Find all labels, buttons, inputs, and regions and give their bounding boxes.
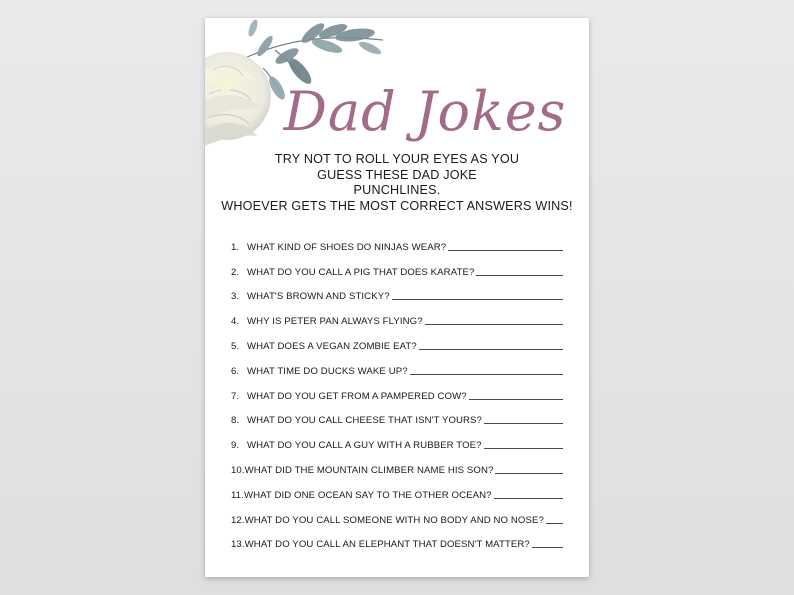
answer-line[interactable] (476, 275, 563, 276)
question-number: 10. (231, 464, 245, 476)
question-text: WHAT DO YOU CALL A PIG THAT DOES KARATE? (247, 266, 475, 278)
instructions-line: TRY NOT TO ROLL YOUR EYES AS YOU (274, 152, 520, 166)
question-number: 13. (231, 539, 245, 551)
question-item (231, 451, 563, 476)
answer-line[interactable] (392, 299, 563, 300)
question-text: WHAT DO YOU GET FROM A PAMPERED COW? (247, 390, 467, 402)
question-number: 2. (231, 266, 240, 278)
question-text: WHAT DID ONE OCEAN SAY TO THE OTHER OCEAN? (243, 489, 492, 501)
instructions (213, 152, 581, 214)
instructions-line: WHOEVER GETS THE MOST CORRECT ANSWERS WINS! (221, 198, 573, 213)
question-number: 6. (231, 365, 240, 377)
question-number: 7. (231, 390, 240, 402)
question-number: 8. (231, 415, 240, 427)
question-text: WHAT DO YOU CALL CHEESE THAT ISN'T YOURS? (247, 415, 482, 427)
question-number: 1. (231, 241, 240, 253)
answer-line[interactable] (532, 547, 563, 548)
answer-line[interactable] (546, 523, 563, 524)
question-number: 9. (231, 440, 240, 452)
question-text: WHY IS PETER PAN ALWAYS FLYING? (247, 316, 423, 328)
question-text: WHAT DO YOU CALL A GUY WITH A RUBBER TOE? (247, 440, 482, 452)
page-title: Dad Jokes (283, 80, 567, 143)
question-text: WHAT TIME DO DUCKS WAKE UP? (247, 365, 408, 377)
question-text: WHAT'S BROWN AND STICKY? (247, 291, 390, 303)
question-item (231, 352, 563, 377)
question-item (231, 302, 563, 327)
question-item (231, 327, 563, 352)
question-item (231, 228, 563, 253)
question-item (231, 278, 563, 303)
answer-line[interactable] (410, 374, 563, 375)
question-number: 3. (231, 291, 240, 303)
question-item (231, 402, 563, 427)
question-text: WHAT DO YOU CALL AN ELEPHANT THAT DOESN'T MATTER? (244, 539, 530, 551)
question-text: WHAT DOES A VEGAN ZOMBIE EAT? (247, 340, 417, 352)
question-item (231, 426, 563, 451)
question-number: 12. (231, 514, 245, 526)
question-list (231, 228, 563, 550)
instructions-line: PUNCHLINES. (353, 183, 441, 197)
question-item (231, 476, 563, 501)
question-item (231, 526, 563, 551)
answer-line[interactable] (448, 250, 563, 251)
answer-line[interactable] (469, 399, 563, 400)
printable-card (205, 18, 589, 577)
answer-line[interactable] (484, 448, 563, 449)
answer-line[interactable] (419, 349, 563, 350)
question-number: 5. (231, 340, 240, 352)
question-number: 4. (231, 316, 240, 328)
question-item (231, 501, 563, 526)
question-text: WHAT KIND OF SHOES DO NINJAS WEAR? (247, 241, 447, 253)
question-text: WHAT DID THE MOUNTAIN CLIMBER NAME HIS SON? (244, 464, 494, 476)
question-text: WHAT DO YOU CALL SOMEONE WITH NO BODY AND NO NOSE? (244, 514, 544, 526)
question-number: 11. (231, 489, 244, 501)
instructions-line: GUESS THESE DAD JOKE (317, 167, 477, 182)
answer-line[interactable] (484, 423, 563, 424)
question-item (231, 377, 563, 402)
question-item (231, 253, 563, 278)
answer-line[interactable] (425, 324, 563, 325)
answer-line[interactable] (495, 473, 563, 474)
answer-line[interactable] (494, 498, 563, 499)
